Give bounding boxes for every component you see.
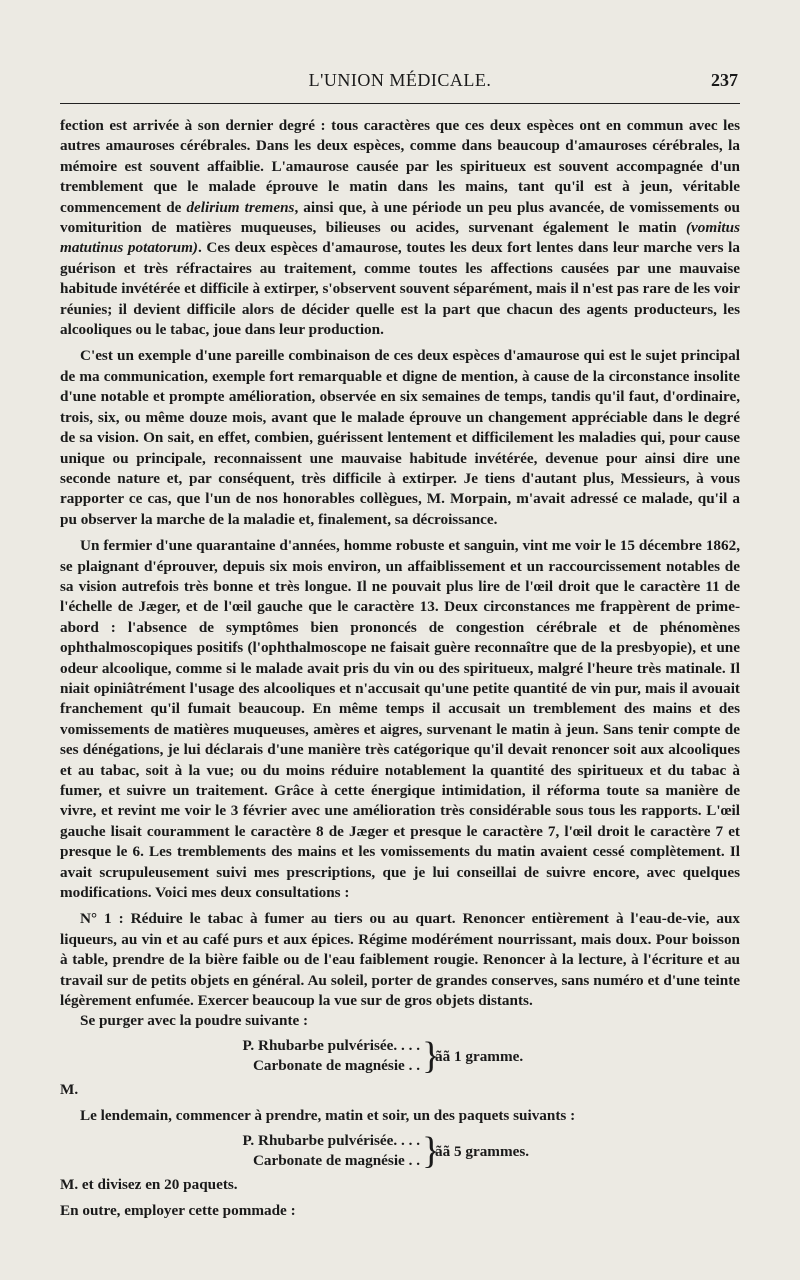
formula-2-sign: M. et divisez en 20 paquets. [60,1175,238,1193]
formula-1-line-2: Carbonate de magnésie . . [252,1056,420,1074]
purge-instruction: Se purger avec la poudre suivante : [80,1012,309,1030]
formula-2-line-2: Carbonate de magnésie . . [252,1151,420,1169]
formula-1-dose: ãã 1 gramme. [435,1047,524,1065]
formula-1-line-1: P. Rhubarbe pulvérisée. . . . [242,1036,420,1054]
formula-2-line-1: P. Rhubarbe pulvérisée. . . . [242,1131,420,1149]
formula-2-dose: ãã 5 grammes. [435,1142,530,1160]
term-vomitus: (vomitus matutinus potatorum) [60,219,740,257]
final-line: En outre, employer cette pommade : [60,1202,296,1220]
running-title: L'UNION MÉDICALE. [308,70,492,90]
formula-1 [60,1036,740,1080]
paragraph-1: fection est arrivée à son dernier degré : tous caractères que ces deux espèces ont en commun avec les autres amauroses cérébrales. Dans les deux espèces, comme dans beaucoup d'amauroses cérébrales, la mémoire est souvent affaiblie. L'amaurose causée par les spiritueux est souvent accompagnée d'un tremblement que le malade éprouve le matin dans les mains, tant qu'il est à jeun, véritable commencement de delirium tremens, ainsi que, à une période un peu plus avancée, de vomissements ou vomiturition de matières muqueuses, bilieuses ou acides, survenant également le matin (vomitus matutinus potatorum). Ces deux espèces d'amaurose, toutes les deux fort lentes dans leur marche vers la guérison et très réfractaires au traitement, comme toutes les affections causées par une mauvaise habitude invétérée et difficile à extirper, s'observent souvent séparément, mais il n'est pas rare de les voir réunies; il devient difficile alors de décider quelle est la part que chacun des agents producteurs, les alcooliques ou le tabac, joue dans leur production. [60,117,741,339]
formula-1-sign: M. [60,1080,79,1098]
paragraph-2: C'est un exemple d'une pareille combinaison de ces deux espèces d'amaurose qui est le sujet principal de ma communication, exemple fort remarquable et digne de mention, à cause de la circonstance insolite d'une notable et prompte amélioration, observée en six semaines de temps, tandis qu'il faut, d'ordinaire, trois, six, ou même douze mois, avant que le malade éprouve un changement appréciable dans le degré de sa vision. On sait, en effet, combien, guérissent lentement et difficilement les maladies qui, pour cause unique ou principale, reconnaissent une mauvaise habitude invétérée, devenue pour ainsi dire une seconde nature et, par conséquent, très difficile à extirper. Je tiens d'autant plus, Messieurs, à vous rapporter ce cas, que l'un de nos honorables collègues, M. Morpain, m'avait adressé ce malade, qu'il a pu observer la marche de la maladie et, finalement, sa décroissance. [60,347,740,528]
prescription-1: N° 1 : Réduire le tabac à fumer au tiers ou au quart. Renoncer entièrement à l'eau-de-vie, aux liqueurs, au vin et au café purs et aux épices. Régime modérément nourrissant, mais doux. Pour boisson à table, prendre de la bière faible ou de l'eau faiblement rougie. Renoncer à la lecture, à l'écriture et au travail sur de petits objets en général. Au soleil, porter de grandes conserves, sans numéro et d'une teinte légèrement enfumée. Exercer beaucoup la vue sur de gros objets distants. [60,910,740,1010]
brace-icon: } [422,1129,441,1172]
term-delirium: delirium tremens [186,198,295,216]
paragraph-3: Un fermier d'une quarantaine d'années, homme robuste et sanguin, vint me voir le 15 décembre 1862, se plaignant d'éprouver, depuis six mois environ, un affaiblissement et un raccourcissement notables de sa vision autrefois très bonne et très longue. Il ne pouvait plus lire de l'œil droit que le caractère 11 de l'échelle de Jæger, et de l'œil gauche que le caractère 13. Deux circonstances me frappèrent de prime-abord : l'absence de symptômes bien prononcés de congestion cérébrale et de phénomènes ophthalmoscopiques positifs (l'ophthalmoscope ne faisait guère reconnaître que de la presbyopie), et une odeur alcoolique, comme si le malade avait pris du vin ou des spiritueux, malgré l'heure très matinale. Il niait opiniâtrément l'usage des alcooliques et n'accusait qu'une petite quantité de vin pur, mais il avouait franchement qu'il fumait beaucoup. En même temps il accusait un tremblement des mains et des vomissements de matières muqueuses, amères et aigres, survenant le matin à jeun. Sans tenir compte de ses dénégations, je lui déclarais d'une manière très catégorique qu'il devait renoncer soit aux alcooliques et au tabac, soit à la vue; ou du moins réduire notablement la quantité des spiritueux et du tabac à fumer, et suivre un traitement. Grâce à cette énergique intimidation, il réforma toute sa manière de vivre, et revint me voir le 3 février avec une amélioration très considérable sous tous les rapports. L'œil gauche lisait couramment le caractère 8 de Jæger et presque le caractère 7, l'œil droit le caractère 7 et presque le 6. Les tremblements des mains et les vomissements du matin avaient cessé complètement. Il avait scrupuleusement suivi mes prescriptions, que je lui conseillai de suivre encore, avec quelques modifications. Voici mes deux consultations : [60,537,740,902]
page-header [60,70,740,98]
page-number: 237 [711,70,738,90]
brace-icon: } [422,1034,441,1077]
formula-2 [60,1131,740,1175]
next-day-instruction: Le lendemain, commencer à prendre, matin et soir, un des paquets suivants : [80,1107,576,1125]
header-rule [60,103,740,104]
body-text [60,116,740,1222]
